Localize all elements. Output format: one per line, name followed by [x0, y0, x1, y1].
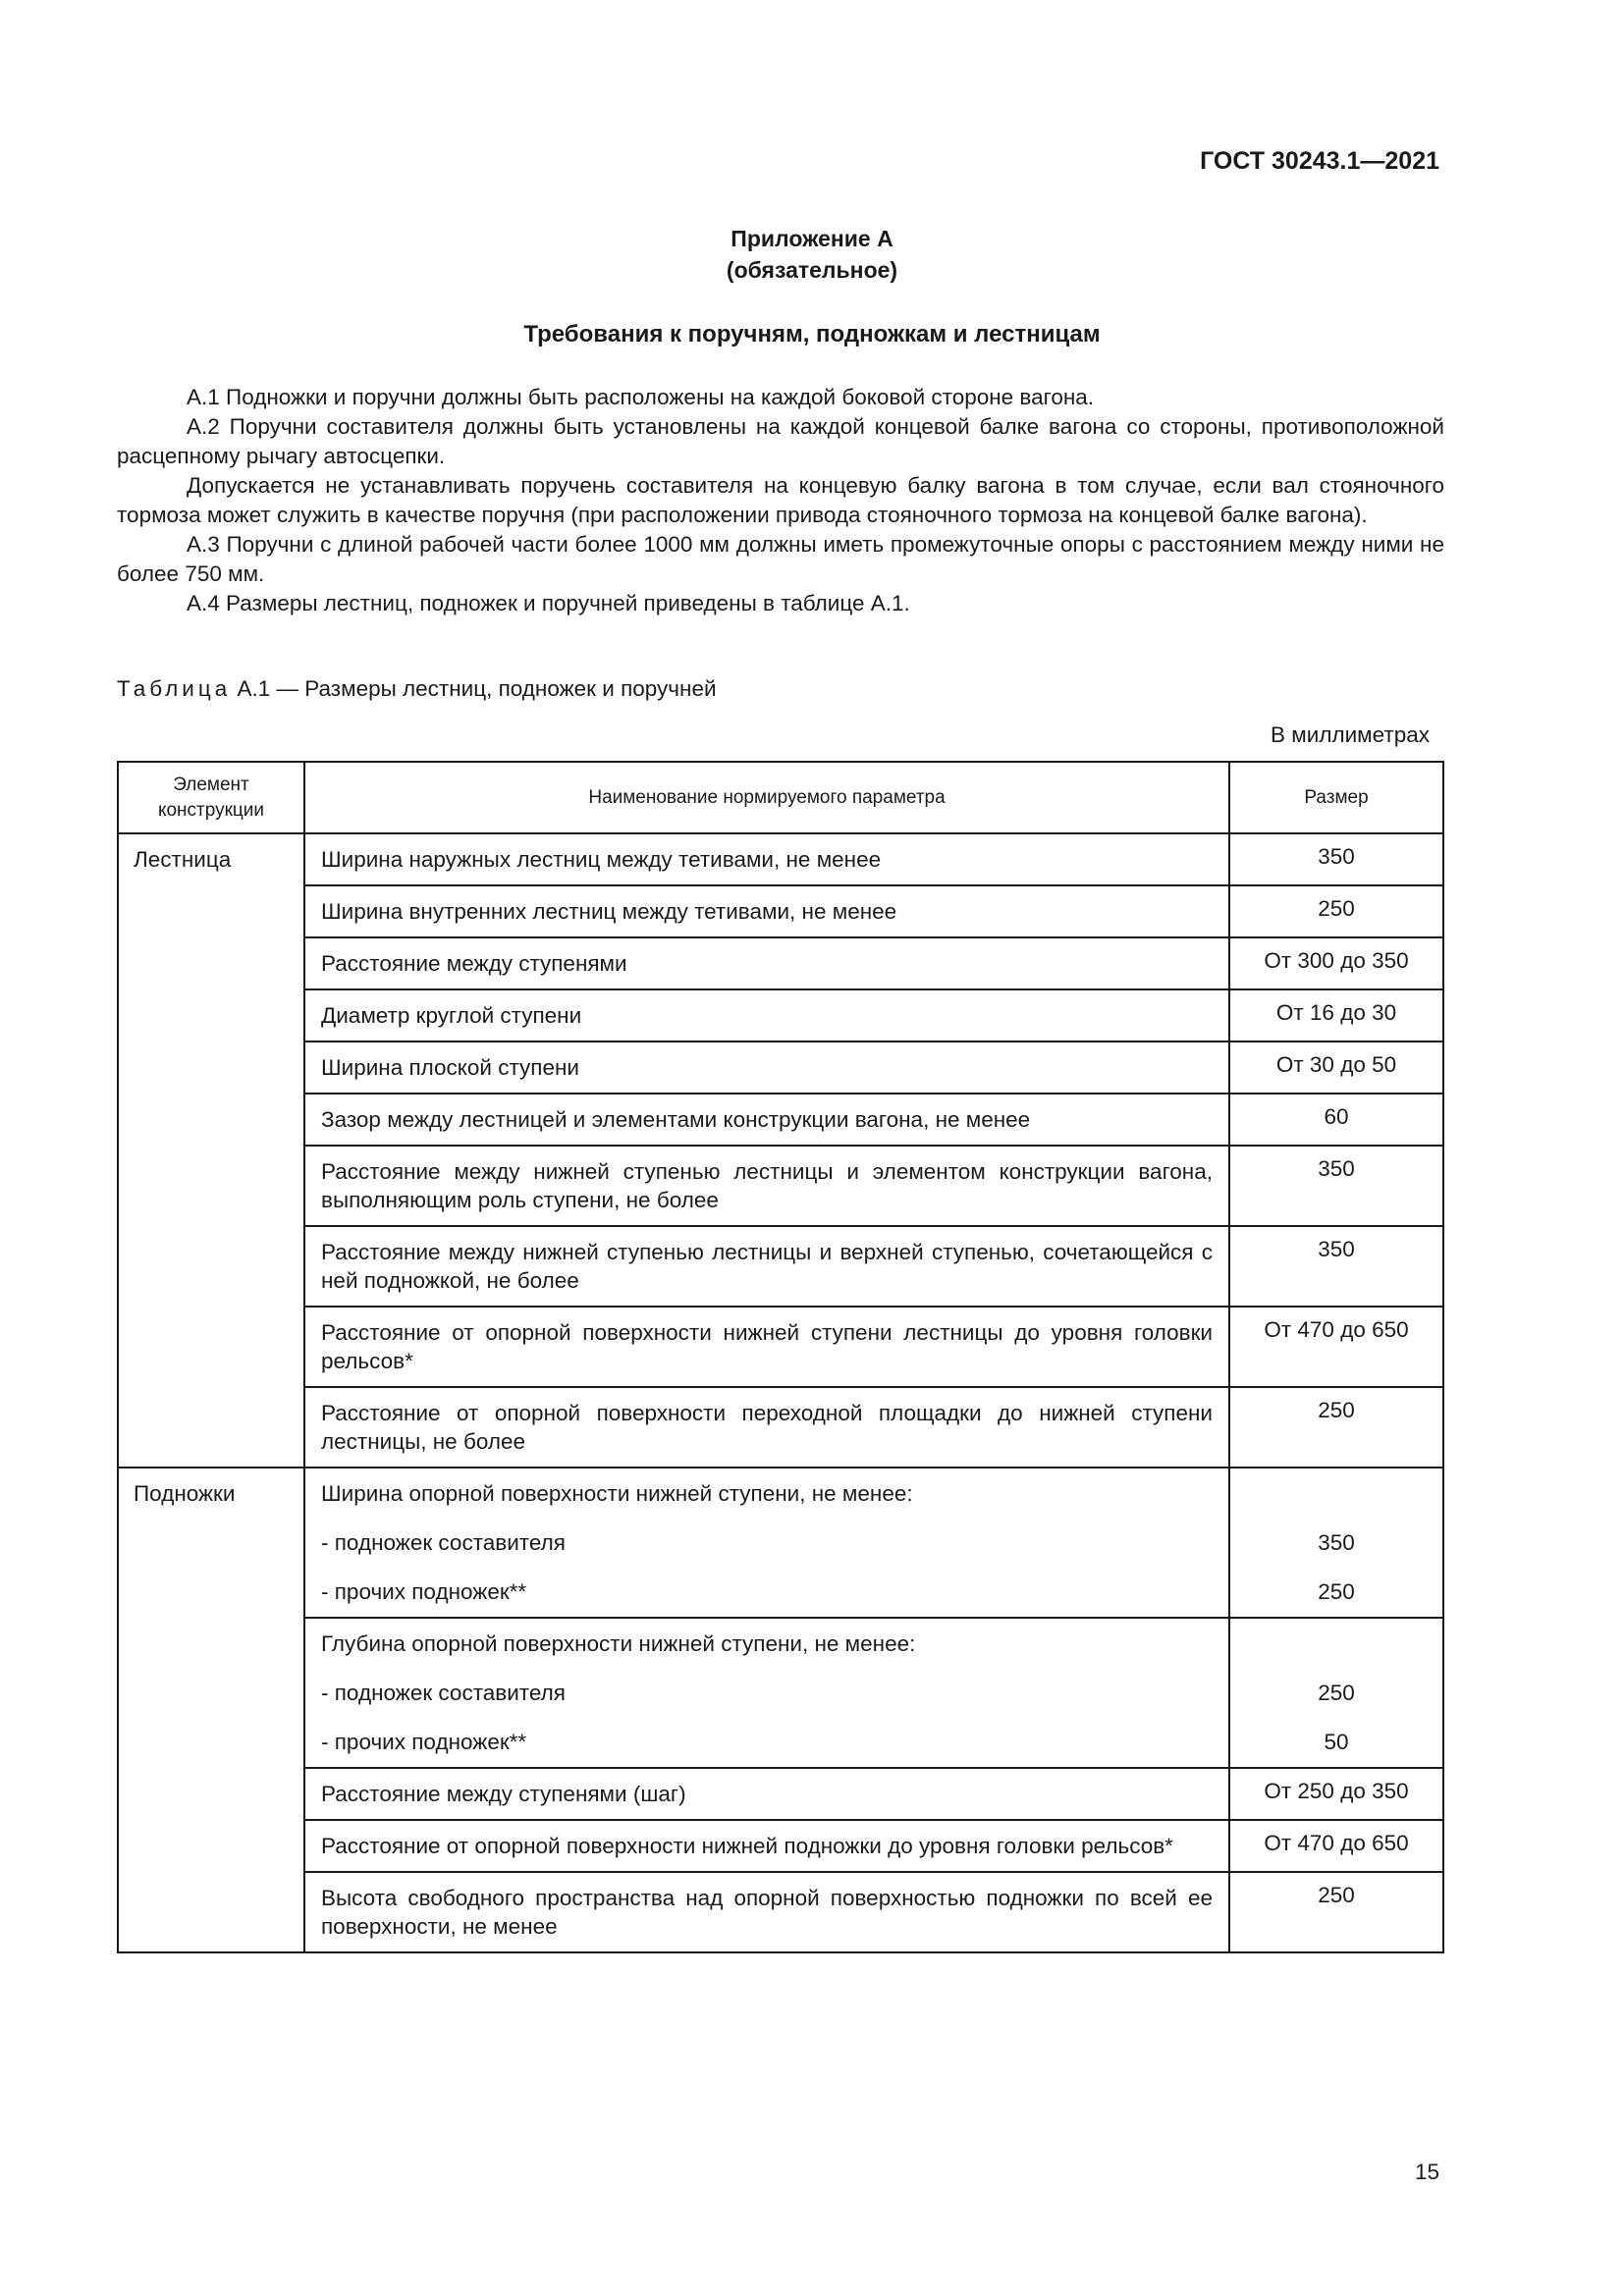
- parameter-sub-item: - прочих подножек**: [321, 1730, 527, 1754]
- parameter-cell: Расстояние между ступенями: [304, 937, 1229, 989]
- header-element: Элемент конструкции: [118, 762, 304, 833]
- size-cell: От 470 до 650: [1229, 1307, 1443, 1387]
- parameter-cell: Ширина плоской ступени: [304, 1041, 1229, 1094]
- size-sub-item: 250: [1318, 1579, 1355, 1604]
- table-header-row: [118, 762, 1443, 833]
- parameter-cell: Расстояние от опорной поверхности нижней ступени лестницы до уровня головки рельсов*: [304, 1307, 1229, 1387]
- element-footboards: Подножки: [118, 1468, 304, 1952]
- size-cell: 350: [1229, 833, 1443, 885]
- parameter-group-depth: [304, 1618, 1229, 1768]
- table-row: [118, 885, 1443, 937]
- table-row: [118, 1468, 1443, 1618]
- parameter-cell: Расстояние от опорной поверхности переходной площадки до нижней ступени лестницы, не более: [304, 1387, 1229, 1468]
- table-row: [118, 1094, 1443, 1146]
- parameter-group-title: Глубина опорной поверхности нижней ступени, не менее:: [321, 1631, 916, 1656]
- paragraph-a3: А.3 Поручни с длиной рабочей части более 1000 мм должны иметь промежуточные опоры с расстоянием между ними не более 750 мм.: [117, 532, 1444, 586]
- size-cell: От 250 до 350: [1229, 1768, 1443, 1820]
- size-cell: От 30 до 50: [1229, 1041, 1443, 1094]
- parameter-group-title: Ширина опорной поверхности нижней ступени, не менее:: [321, 1481, 913, 1506]
- size-cell: От 16 до 30: [1229, 989, 1443, 1041]
- parameter-cell: Ширина внутренних лестниц между тетивами, не менее: [304, 885, 1229, 937]
- parameter-sub-item: - прочих подножек**: [321, 1579, 527, 1604]
- parameter-sub-item: - подножек составителя: [321, 1530, 566, 1555]
- size-cell: 250: [1229, 1872, 1443, 1952]
- element-ladder: Лестница: [118, 833, 304, 1468]
- table-units: В миллиметрах: [1271, 722, 1430, 747]
- annex-title: Приложение А: [731, 226, 893, 251]
- parameter-cell: Расстояние между нижней ступенью лестницы и элементом конструкции вагона, выполняющим роль ступени, не более: [304, 1146, 1229, 1226]
- size-cell: 250: [1229, 885, 1443, 937]
- parameter-cell: Высота свободного пространства над опорной поверхностью подножки по всей ее поверхности, не менее: [304, 1872, 1229, 1952]
- size-sub-item: 250: [1318, 1681, 1355, 1705]
- size-cell: 250: [1229, 1387, 1443, 1468]
- parameter-cell: Расстояние от опорной поверхности нижней подножки до уровня головки рельсов*: [304, 1820, 1229, 1872]
- table-row: [118, 1768, 1443, 1820]
- size-cell: От 300 до 350: [1229, 937, 1443, 989]
- page-number: 15: [1414, 2160, 1439, 2184]
- size-group-width: [1229, 1468, 1443, 1618]
- header-size: Размер: [1229, 762, 1443, 833]
- parameter-cell: Диаметр круглой ступени: [304, 989, 1229, 1041]
- dimensions-table: [117, 761, 1444, 1953]
- table-row: [118, 1820, 1443, 1872]
- parameter-cell: Расстояние между ступенями (шаг): [304, 1768, 1229, 1820]
- table-row: [118, 1146, 1443, 1226]
- document-code: ГОСТ 30243.1—2021: [1200, 147, 1439, 175]
- size-cell: 350: [1229, 1146, 1443, 1226]
- table-row: [118, 1387, 1443, 1468]
- table-row: [118, 1226, 1443, 1307]
- table-row: [118, 1872, 1443, 1952]
- paragraph-a2-note: Допускается не устанавливать поручень составителя на концевую балку вагона в том случае, если вал стояночного тормоза может служить в качестве поручня (при расположении привода стояночного тормоза на концевой балке вагона).: [117, 473, 1444, 527]
- table-row: [118, 1618, 1443, 1768]
- paragraph-a4: А.4 Размеры лестниц, подножек и поручней приведены в таблице А.1.: [187, 591, 910, 615]
- size-sub-empty: [1234, 1479, 1438, 1528]
- size-sub-item: 350: [1318, 1530, 1355, 1555]
- table-row: [118, 1041, 1443, 1094]
- paragraph-a2: А.2 Поручни составителя должны быть установлены на каждой концевой балке вагона со стороны, противоположной расцепному рычагу автосцепки.: [117, 414, 1444, 468]
- size-cell: 350: [1229, 1226, 1443, 1307]
- size-cell: От 470 до 650: [1229, 1820, 1443, 1872]
- table-caption-label: Таблица: [117, 676, 232, 701]
- body-text: [117, 383, 1444, 618]
- table-row: [118, 833, 1443, 885]
- paragraph-a1: А.1 Подножки и поручни должны быть расположены на каждой боковой стороне вагона.: [187, 385, 1095, 409]
- table-caption: [117, 676, 717, 702]
- size-sub-empty: [1234, 1629, 1438, 1679]
- size-sub-item: 50: [1324, 1730, 1349, 1754]
- parameter-sub-item: - подножек составителя: [321, 1681, 566, 1705]
- table-row: [118, 1307, 1443, 1387]
- header-parameter: Наименование нормируемого параметра: [304, 762, 1229, 833]
- size-cell: 60: [1229, 1094, 1443, 1146]
- parameter-cell: Зазор между лестницей и элементами конструкции вагона, не менее: [304, 1094, 1229, 1146]
- parameter-group-width: [304, 1468, 1229, 1618]
- annex-status: (обязательное): [726, 257, 898, 283]
- annex-heading: Требования к поручням, подножкам и лестницам: [523, 321, 1101, 347]
- table-row: [118, 937, 1443, 989]
- table-caption-text: А.1 — Размеры лестниц, подножек и поручней: [231, 676, 717, 701]
- parameter-cell: Расстояние между нижней ступенью лестницы и верхней ступенью, сочетающейся с ней подножкой, не более: [304, 1226, 1229, 1307]
- size-group-depth: [1229, 1618, 1443, 1768]
- table-row: [118, 989, 1443, 1041]
- parameter-cell: Ширина наружных лестниц между тетивами, не менее: [304, 833, 1229, 885]
